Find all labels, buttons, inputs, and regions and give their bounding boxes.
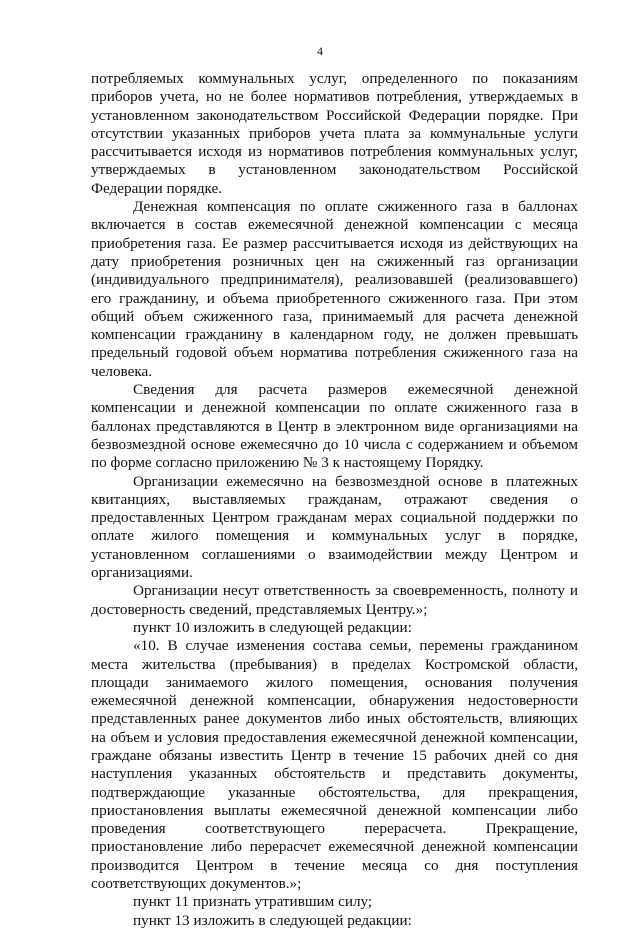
paragraph-payment-receipts: Организации ежемесячно на безвозмездной основе в платежных квитанциях, выставляемых гражданам, отражают сведения о предоставленных Центром гражданам мерах социальной поддержки по оплате жилого помещения и коммунальных услуг в порядке, установленном соглашениями о взаимодействии между Центром и организациями. [91, 472, 578, 582]
paragraph-item-11: пункт 11 признать утратившим силу; [133, 893, 373, 911]
paragraph-gas-compensation: Денежная компенсация по оплате сжиженного газа в баллонах включается в состав ежемесячной денежной компенсации с месяца приобретения газа. Ее размер рассчитывается исходя из действующих на дату приобретения розничных цен на сжиженный газ организации (индивидуального предпринимателя), реализовавшей (реализовавшего) его гражданину, и объема приобретенного сжиженного газа. При этом общий объем сжиженного газа, принимаемый для расчета денежной компенсации гражданину в календарном году, не должен превышать предельный годовой объем норматива потребления сжиженного газа на человека. [91, 198, 578, 380]
paragraph-item-10-text: «10. В случае изменения состава семьи, перемены гражданином места жительства (пребывания) в пределах Костромской области, площади занимаемого жилого помещения, основания получения ежемесячной денежной компенсации, обнаружения недостоверности представленных ранее документов либо иных обстоятельств, влияющих на объем и условия предоставления ежемесячной денежной компенсации, граждане обязаны известить Центр в течение 15 рабочих дней со дня наступления указанных обстоятельств и представить документы, подтверждающие указанные обстоятельства, для прекращения, приостановления выплаты ежемесячной денежной компенсации либо проведения соответствующего перерасчета. Прекращение, приостановление либо перерасчет ежемесячной денежной компенсации производится Центром в течение месяца со дня поступления соответствующих документов.»; [91, 637, 578, 893]
paragraph-information-submission: Сведения для расчета размеров ежемесячной денежной компенсации и денежной компенсации по оплате сжиженного газа в баллонах представляются в Центр в электронном виде организациями на безвозмездной основе ежемесячно до 10 числа с содержанием и объемом по форме согласно приложению № 3 к настоящему Порядку. [91, 381, 578, 472]
paragraph-responsibility: Организации несут ответственность за своевременность, полноту и достоверность сведений, представляемых Центру.»; [91, 582, 578, 618]
paragraph-item-10-instruction: пункт 10 изложить в следующей редакции: [133, 618, 412, 636]
page-number: 4 [317, 44, 323, 58]
paragraph-continuation: потребляемых коммунальных услуг, определенного по показаниям приборов учета, но не более нормативов потребления, утверждаемых в установленном законодательством Российской Федерации порядке. При отсутствии указанных приборов учета плата за коммунальные услуги рассчитывается исходя из нормативов потребления коммунальных услуг, утверждаемых в установленном законодательством Российской Федерации порядке. [91, 70, 578, 197]
paragraph-item-13-instruction: пункт 13 изложить в следующей редакции: [133, 911, 412, 929]
document-body [91, 70, 578, 930]
